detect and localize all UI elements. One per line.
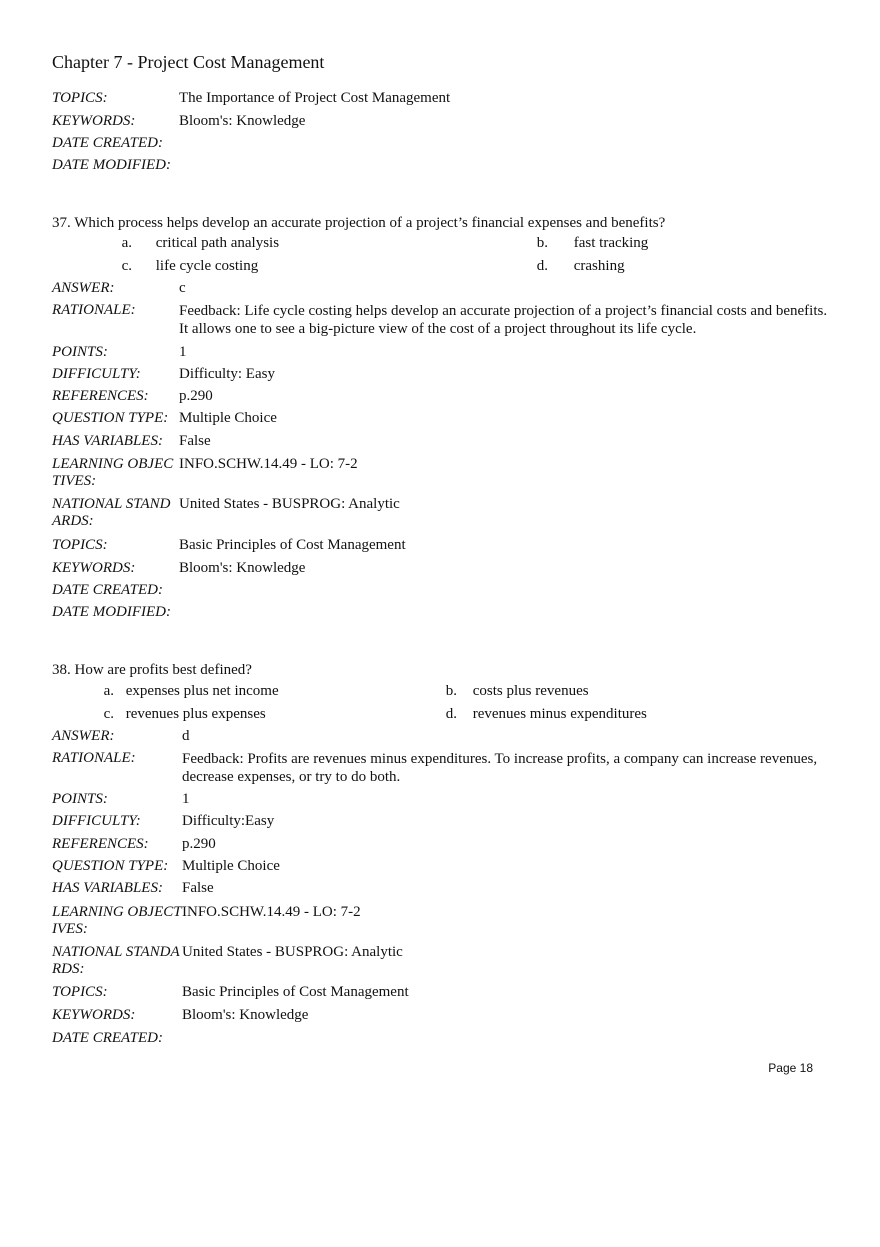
q37-rationale-row bbox=[52, 302, 832, 338]
q37-question-type-row bbox=[52, 410, 832, 427]
option-letter: a. bbox=[121, 235, 132, 251]
option-letter: d. bbox=[445, 706, 457, 722]
meta-label: KEYWORDS: bbox=[52, 1007, 136, 1023]
meta-label: QUESTION TYPE: bbox=[52, 410, 169, 426]
option-text: life cycle costing bbox=[155, 258, 259, 274]
meta-value: Bloom's: Knowledge bbox=[182, 1007, 309, 1023]
q37-national-standards-row bbox=[52, 496, 832, 530]
option-text: expenses plus net income bbox=[125, 683, 279, 699]
question-37-stem: 37. Which process helps develop an accurate projection of a project’s financial expenses and benefits? bbox=[52, 215, 666, 231]
meta-label: LEARNING OBJECTIVES: bbox=[52, 904, 182, 937]
meta-value: 1 bbox=[182, 791, 190, 807]
q37-difficulty-row bbox=[52, 366, 832, 383]
q37-has-variables-row bbox=[52, 433, 832, 450]
prev-date-modified-row bbox=[52, 157, 832, 174]
question-38-stem: 38. How are profits best defined? bbox=[52, 662, 252, 678]
meta-label: HAS VARIABLES: bbox=[52, 433, 163, 449]
meta-label: NATIONAL STANDARDS: bbox=[52, 496, 171, 529]
option-letter: a. bbox=[103, 683, 114, 699]
meta-label: RATIONALE: bbox=[52, 302, 136, 318]
q38-learning-objectives-row bbox=[52, 904, 832, 938]
q38-points-row bbox=[52, 791, 832, 808]
meta-label: POINTS: bbox=[52, 791, 108, 807]
meta-label: DATE CREATED: bbox=[52, 135, 163, 151]
meta-value: False bbox=[182, 880, 214, 896]
option-text: critical path analysis bbox=[155, 235, 280, 251]
meta-label: TOPICS: bbox=[52, 537, 108, 553]
option-text: costs plus revenues bbox=[472, 683, 589, 699]
meta-label: DIFFICULTY: bbox=[52, 813, 141, 829]
q38-question-type-row bbox=[52, 858, 832, 875]
meta-value: Bloom's: Knowledge bbox=[179, 560, 306, 576]
q38-option-c bbox=[100, 705, 266, 723]
q38-topics-row bbox=[52, 984, 832, 1001]
option-letter: c. bbox=[103, 706, 114, 722]
q38-option-a bbox=[100, 682, 279, 700]
option-text: crashing bbox=[573, 258, 625, 274]
meta-value: INFO.SCHW.14.49 - LO: 7-2 bbox=[179, 456, 358, 472]
meta-value bbox=[182, 1030, 832, 1047]
meta-value: p.290 bbox=[182, 836, 216, 852]
q37-keywords-row bbox=[52, 560, 832, 577]
meta-value: Feedback: Profits are revenues minus expenditures. To increase profits, a company can increase revenues, decrease expenses, or try to do both. bbox=[182, 751, 818, 785]
q38-option-d bbox=[443, 705, 647, 723]
q37-answer-row bbox=[52, 280, 832, 297]
option-text: fast tracking bbox=[573, 235, 649, 251]
meta-value: d bbox=[182, 728, 190, 744]
meta-label: HAS VARIABLES: bbox=[52, 880, 163, 896]
meta-label: TOPICS: bbox=[52, 90, 108, 106]
q37-date-modified-row bbox=[52, 604, 832, 621]
q37-option-b bbox=[534, 234, 648, 252]
meta-value: United States - BUSPROG: Analytic bbox=[182, 944, 403, 960]
meta-label: DATE CREATED: bbox=[52, 582, 163, 598]
meta-value: Bloom's: Knowledge bbox=[179, 113, 306, 129]
meta-value bbox=[179, 135, 832, 152]
option-text: revenues plus expenses bbox=[125, 706, 266, 722]
meta-label: POINTS: bbox=[52, 344, 108, 360]
q37-learning-objectives-row bbox=[52, 456, 832, 490]
meta-value: False bbox=[179, 433, 211, 449]
meta-label: ANSWER: bbox=[52, 728, 115, 744]
meta-value: Multiple Choice bbox=[179, 410, 277, 426]
meta-label: NATIONAL STANDARDS: bbox=[52, 944, 180, 977]
meta-value: Difficulty:Easy bbox=[182, 813, 275, 829]
prev-keywords-row bbox=[52, 113, 832, 130]
meta-value: c bbox=[179, 280, 186, 296]
meta-value: Multiple Choice bbox=[182, 858, 280, 874]
meta-value: INFO.SCHW.14.49 - LO: 7-2 bbox=[182, 904, 361, 920]
meta-value bbox=[179, 157, 832, 174]
q37-date-created-row bbox=[52, 582, 832, 599]
meta-value: Difficulty: Easy bbox=[179, 366, 275, 382]
q38-keywords-row bbox=[52, 1007, 832, 1024]
meta-label: DATE MODIFIED: bbox=[52, 604, 171, 620]
chapter-title: Chapter 7 - Project Cost Management bbox=[52, 52, 325, 72]
option-text: revenues minus expenditures bbox=[472, 706, 647, 722]
meta-label: DATE CREATED: bbox=[52, 1030, 163, 1046]
meta-label: REFERENCES: bbox=[52, 836, 149, 852]
q38-date-created-row bbox=[52, 1030, 832, 1047]
option-letter: b. bbox=[536, 235, 548, 251]
q37-option-d bbox=[534, 257, 625, 275]
meta-value: Feedback: Life cycle costing helps develop an accurate projection of a project’s financial costs and benefits. It allows one to see a big-picture view of the cost of a project throughout its life cycle. bbox=[179, 303, 828, 337]
q37-option-a bbox=[118, 234, 279, 252]
q38-option-b bbox=[443, 682, 589, 700]
meta-value: p.290 bbox=[179, 388, 213, 404]
meta-label: REFERENCES: bbox=[52, 388, 149, 404]
q37-references-row bbox=[52, 388, 832, 405]
meta-value: United States - BUSPROG: Analytic bbox=[179, 496, 400, 512]
q38-rationale-row bbox=[52, 750, 832, 786]
meta-label: KEYWORDS: bbox=[52, 560, 136, 576]
meta-label: DATE MODIFIED: bbox=[52, 157, 171, 173]
page-number: Page 18 bbox=[768, 1061, 813, 1075]
meta-value: The Importance of Project Cost Management bbox=[179, 90, 451, 106]
q37-topics-row bbox=[52, 537, 832, 554]
q38-has-variables-row bbox=[52, 880, 832, 897]
q38-answer-row bbox=[52, 728, 832, 745]
meta-label: KEYWORDS: bbox=[52, 113, 136, 129]
prev-topics-row bbox=[52, 90, 832, 107]
meta-value bbox=[179, 582, 832, 599]
meta-label: RATIONALE: bbox=[52, 750, 136, 766]
meta-label: ANSWER: bbox=[52, 280, 115, 296]
option-letter: d. bbox=[536, 258, 548, 274]
option-letter: b. bbox=[445, 683, 457, 699]
q38-difficulty-row bbox=[52, 813, 832, 830]
q38-national-standards-row bbox=[52, 944, 832, 978]
option-letter: c. bbox=[121, 258, 132, 274]
meta-value: Basic Principles of Cost Management bbox=[182, 984, 409, 1000]
q37-points-row bbox=[52, 344, 832, 361]
meta-label: LEARNING OBJECTIVES: bbox=[52, 456, 174, 489]
meta-value bbox=[179, 604, 832, 621]
meta-value: 1 bbox=[179, 344, 187, 360]
meta-value: Basic Principles of Cost Management bbox=[179, 537, 406, 553]
meta-label: DIFFICULTY: bbox=[52, 366, 141, 382]
meta-label: QUESTION TYPE: bbox=[52, 858, 169, 874]
q37-option-c bbox=[118, 257, 258, 275]
meta-label: TOPICS: bbox=[52, 984, 108, 1000]
prev-date-created-row bbox=[52, 135, 832, 152]
q38-references-row bbox=[52, 836, 832, 853]
